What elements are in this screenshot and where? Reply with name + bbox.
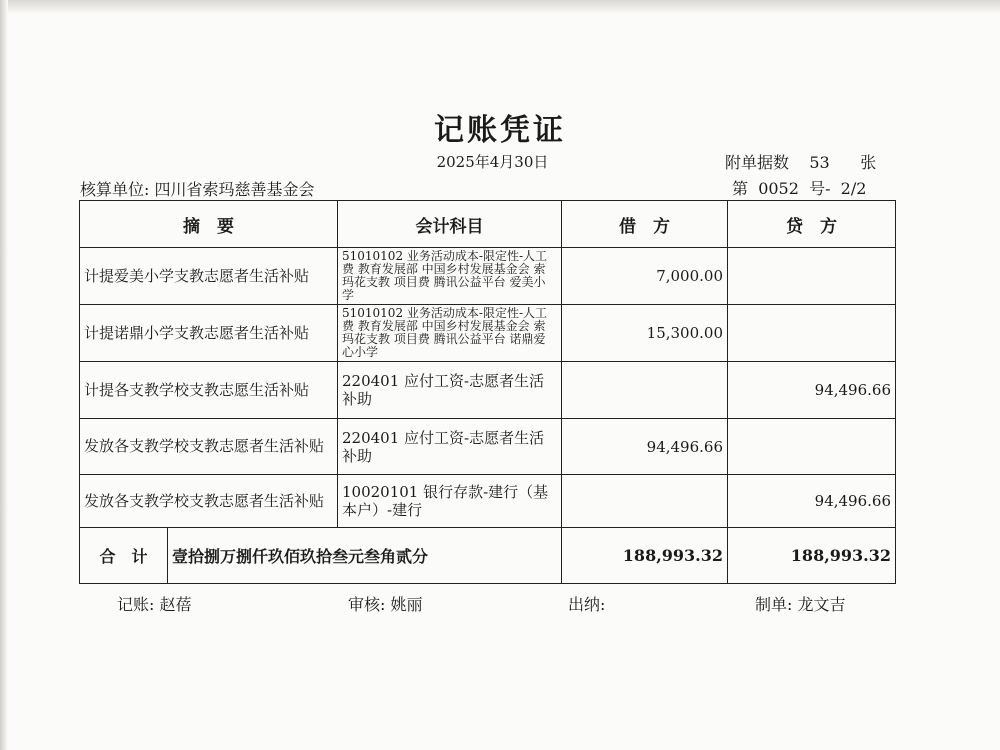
footer-reviewer (348, 592, 423, 615)
row-summary: 计提诺鼎小学支教志愿者生活补贴 (80, 305, 338, 362)
footer-cashier (568, 592, 611, 615)
unit-label: 核算单位: (80, 180, 150, 199)
voucher-page: 2/2 (840, 179, 867, 198)
row-debit (562, 362, 728, 419)
table-header-row (80, 201, 896, 248)
attachment-label: 附单据数 (725, 153, 790, 172)
attachment-number: 53 (809, 153, 830, 172)
voucher-title: 记账凭证 (434, 113, 566, 148)
preparer-name: 龙文吉 (797, 595, 846, 614)
scan-edge-top (0, 0, 1000, 14)
row-debit (562, 475, 728, 528)
header-credit: 贷 方 (728, 201, 896, 248)
cashier-label: 出纳: (568, 595, 606, 614)
accounting-unit (80, 177, 315, 200)
table-row (80, 419, 896, 475)
table-row (80, 305, 896, 362)
row-summary: 发放各支教学校支教志愿者生活补贴 (80, 475, 338, 528)
row-credit: 94,496.66 (728, 362, 896, 419)
bookkeeper-name: 赵蓓 (159, 595, 192, 614)
attachment-count (725, 150, 876, 173)
row-summary: 计提各支教学校支教志愿生活补贴 (80, 362, 338, 419)
voucher-table (79, 200, 896, 584)
row-account: 220401 应付工资-志愿者生活补助 (338, 362, 562, 419)
row-account: 51010102 业务活动成本-限定性-人工费 教育发展部 中国乡村发展基金会 索玛花支教 项目费 腾讯公益平台 爱美小学 (338, 248, 562, 305)
bookkeeper-label: 记账: (117, 595, 155, 614)
total-label: 合 计 (80, 528, 168, 584)
row-debit: 15,300.00 (562, 305, 728, 362)
voucher-no-mid: 号- (809, 179, 831, 198)
total-row (80, 528, 896, 584)
row-debit: 94,496.66 (562, 419, 728, 475)
row-credit (728, 248, 896, 305)
footer-preparer (755, 592, 846, 615)
row-credit (728, 419, 896, 475)
table-row (80, 475, 896, 528)
row-summary: 发放各支教学校支教志愿者生活补贴 (80, 419, 338, 475)
table-row (80, 362, 896, 419)
total-credit: 188,993.32 (728, 528, 896, 584)
header-debit: 借 方 (562, 201, 728, 248)
row-debit: 7,000.00 (562, 248, 728, 305)
unit-name: 四川省索玛慈善基金会 (154, 180, 315, 199)
reviewer-name: 姚丽 (390, 595, 423, 614)
total-in-words: 壹拾捌万捌仟玖佰玖拾叁元叁角贰分 (168, 528, 562, 584)
row-account: 220401 应付工资-志愿者生活补助 (338, 419, 562, 475)
table-row (80, 248, 896, 305)
attachment-unit: 张 (860, 153, 877, 172)
voucher-no-prefix: 第 (732, 179, 749, 198)
row-account: 10020101 银行存款-建行（基本户）-建行 (338, 475, 562, 528)
row-account: 51010102 业务活动成本-限定性-人工费 教育发展部 中国乡村发展基金会 索玛花支教 项目费 腾讯公益平台 诺鼎爱心小学 (338, 305, 562, 362)
header-account: 会计科目 (338, 201, 562, 248)
row-credit: 94,496.66 (728, 475, 896, 528)
row-summary: 计提爱美小学支教志愿者生活补贴 (80, 248, 338, 305)
footer-bookkeeper (117, 592, 192, 615)
row-credit (728, 305, 896, 362)
header-summary: 摘 要 (80, 201, 338, 248)
voucher-number (732, 176, 866, 199)
preparer-label: 制单: (755, 595, 793, 614)
voucher-date: 2025年4月30日 (436, 153, 549, 171)
voucher-no-number: 0052 (758, 179, 799, 198)
reviewer-label: 审核: (348, 595, 386, 614)
total-debit: 188,993.32 (562, 528, 728, 584)
